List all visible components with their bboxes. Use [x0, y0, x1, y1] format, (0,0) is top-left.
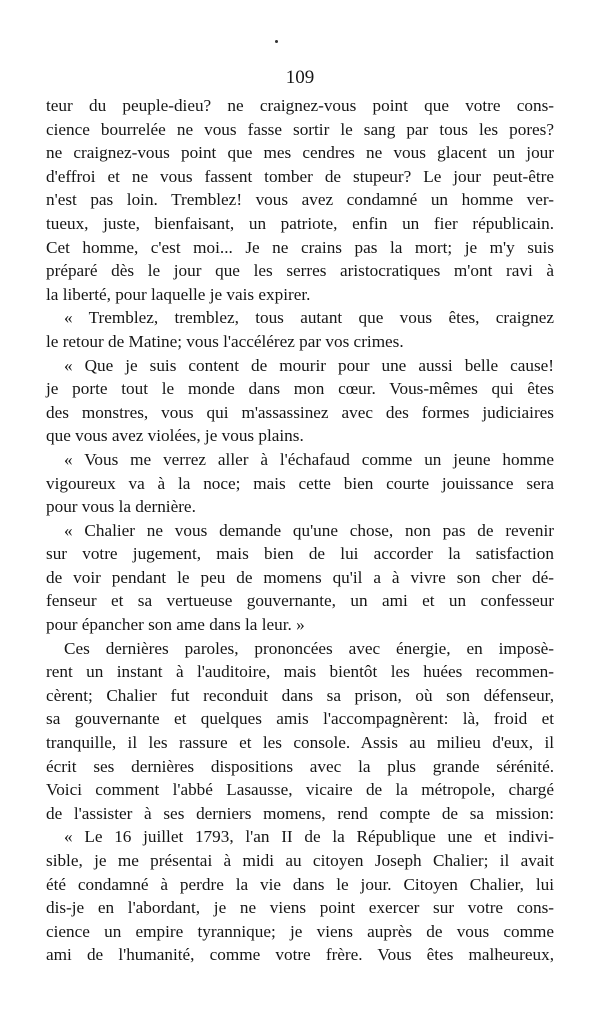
text-line: des monstres, vous qui m'assassinez avec des formes judiciaires	[46, 402, 554, 422]
text-line: pour épancher son ame dans la leur. »	[46, 615, 305, 635]
text-line: de voir pendant le peu de momens qu'il a à vivre son cher dé-	[46, 567, 554, 587]
text-line: ami de l'humanité, comme votre frère. Vous êtes malheureux,	[46, 945, 554, 965]
text-line: « Que je suis content de mourir pour une aussi belle cause!	[64, 355, 554, 375]
text-line: n'est pas loin. Tremblez! vous avez condamné un homme ver-	[46, 190, 554, 210]
text-line: ne craignez-vous point que mes cendres ne vous glacent un jour	[46, 143, 554, 163]
text-line: sur votre jugement, mais bien de lui accorder la satisfaction	[46, 544, 554, 564]
text-line: que vous avez violées, je vous plains.	[46, 426, 304, 446]
text-line: « Chalier ne vous demande qu'une chose, non pas de revenir	[64, 520, 554, 540]
text-line: d'effroi et ne vous fassent tomber de stupeur? Le jour peut-être	[46, 166, 554, 186]
text-line: cience un empire tyrannique; je viens auprès de vous comme	[46, 921, 554, 941]
text-line: fenseur et sa vertueuse gouvernante, un ami et un confesseur	[46, 591, 554, 611]
ink-speck	[275, 40, 278, 43]
text-line: teur du peuple-dieu? ne craignez-vous point que votre cons-	[46, 96, 554, 115]
text-line: sible, je me présentai à midi au citoyen Joseph Chalier; il avait	[46, 851, 554, 870]
page-number: 109	[285, 67, 315, 88]
text-line: « Le 16 juillet 1793, l'an II de la République une et indivi-	[64, 827, 554, 847]
text-line: rent un instant à l'auditoire, mais bientôt les huées recommen-	[46, 662, 554, 682]
text-line: le retour de Matine; vous l'accélérez par vos crimes.	[46, 331, 404, 351]
text-line: été condamné à perdre la vie dans le jour. Citoyen Chalier, lui	[46, 874, 554, 894]
text-line: de l'assister à ses derniers momens, rend compte de sa mission:	[46, 803, 554, 823]
text-line: tranquille, il les rassure et les console. Assis au milieu d'eux, il	[46, 733, 554, 753]
text-line: préparé dès le jour que les serres aristocratiques m'ont ravi à	[46, 261, 554, 281]
body-text	[46, 94, 554, 967]
text-line: « Vous me verrez aller à l'échafaud comme un jeune homme	[64, 449, 554, 469]
text-line: cience bourrelée ne vous fasse sortir le sang par tous les pores?	[46, 119, 554, 139]
text-line: dis-je en l'abordant, je ne viens point exercer sur votre cons-	[46, 898, 554, 918]
text-line: vigoureux va à la noce; mais cette bien courte jouissance sera	[46, 473, 554, 493]
text-line: Ces dernières paroles, prononcées avec énergie, en imposè-	[64, 638, 554, 658]
text-line: Voici comment l'abbé Lasausse, vicaire de la métropole, chargé	[46, 780, 554, 800]
text-line: cèrent; Chalier fut reconduit dans sa prison, où son défenseur,	[46, 685, 554, 705]
text-line: « Tremblez, tremblez, tous autant que vous êtes, craignez	[64, 308, 554, 328]
text-line: pour vous la dernière.	[46, 497, 196, 517]
text-line: tueux, juste, bienfaisant, un patriote, enfin un fier républicain.	[46, 213, 554, 233]
text-line: écrit ses dernières dispositions avec la plus grande sérénité.	[46, 756, 554, 776]
text-line: je porte tout le monde dans mon cœur. Vous-mêmes qui êtes	[46, 379, 554, 399]
text-line: sa gouvernante et quelques amis l'accompagnèrent: là, froid et	[46, 709, 554, 729]
text-line: la liberté, pour laquelle je vais expirer.	[46, 284, 311, 304]
text-line: Cet homme, c'est moi... Je ne crains pas la mort; je m'y suis	[46, 237, 554, 257]
